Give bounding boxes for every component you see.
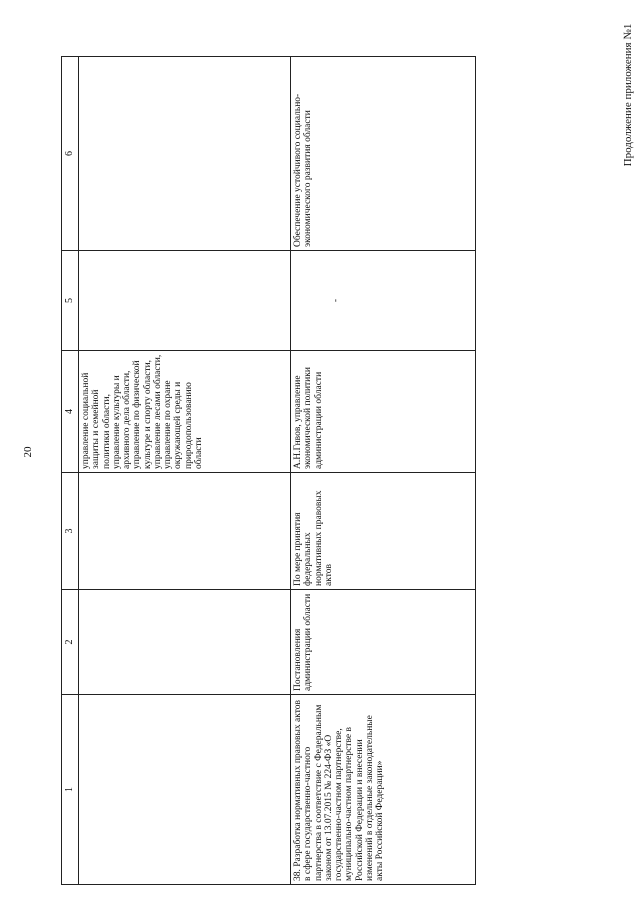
table-row-38 bbox=[291, 57, 476, 885]
header-col-1: 1 bbox=[62, 695, 79, 885]
header-col-6: 6 bbox=[62, 57, 79, 251]
cell-38-responsible: А.Н.Гнвов, управление экономической политики администрации области bbox=[291, 351, 476, 473]
cell-continued-col5 bbox=[79, 251, 291, 351]
cell-38-document-type: Постановления администрации области bbox=[291, 590, 476, 695]
header-col-5: 5 bbox=[62, 251, 79, 351]
appendix-table bbox=[61, 56, 476, 885]
header-col-3: 3 bbox=[62, 473, 79, 590]
cell-continued-col3 bbox=[79, 473, 291, 590]
cell-continued-col4: управление социальной защиты и семейной политики области, управление культуры и архивного дела области, управление по физической культуре и спорту области, управление лесами области, управление по охране окружающей среды и природопользованию области bbox=[79, 351, 291, 473]
header-col-2: 2 bbox=[62, 590, 79, 695]
rotated-table-wrapper bbox=[61, 57, 476, 885]
cell-38-col5: - bbox=[291, 251, 476, 351]
cell-38-activity: 38. Разработка нормативных правовых актов в сфере государственно-частного партнерства в соответствие с Федеральным законом от 13.07.2015 № 224-ФЗ «О государственно-частном партнерстве, муниципально-частном партнерстве в Российской Федерации и внесении изменений в отдельные законодательные акты Российской Федерации» bbox=[291, 695, 476, 885]
cell-38-goal: Обеспечение устойчивого социально-экономического развития области bbox=[291, 57, 476, 251]
header-row bbox=[62, 57, 79, 885]
cell-continued-col2 bbox=[79, 590, 291, 695]
cell-continued-col6 bbox=[79, 57, 291, 251]
header-col-4: 4 bbox=[62, 351, 79, 473]
cell-38-deadline: По мере принятия федеральных нормативных правовых актов bbox=[291, 473, 476, 590]
table-row-continued bbox=[79, 57, 291, 885]
cell-continued-col1 bbox=[79, 695, 291, 885]
